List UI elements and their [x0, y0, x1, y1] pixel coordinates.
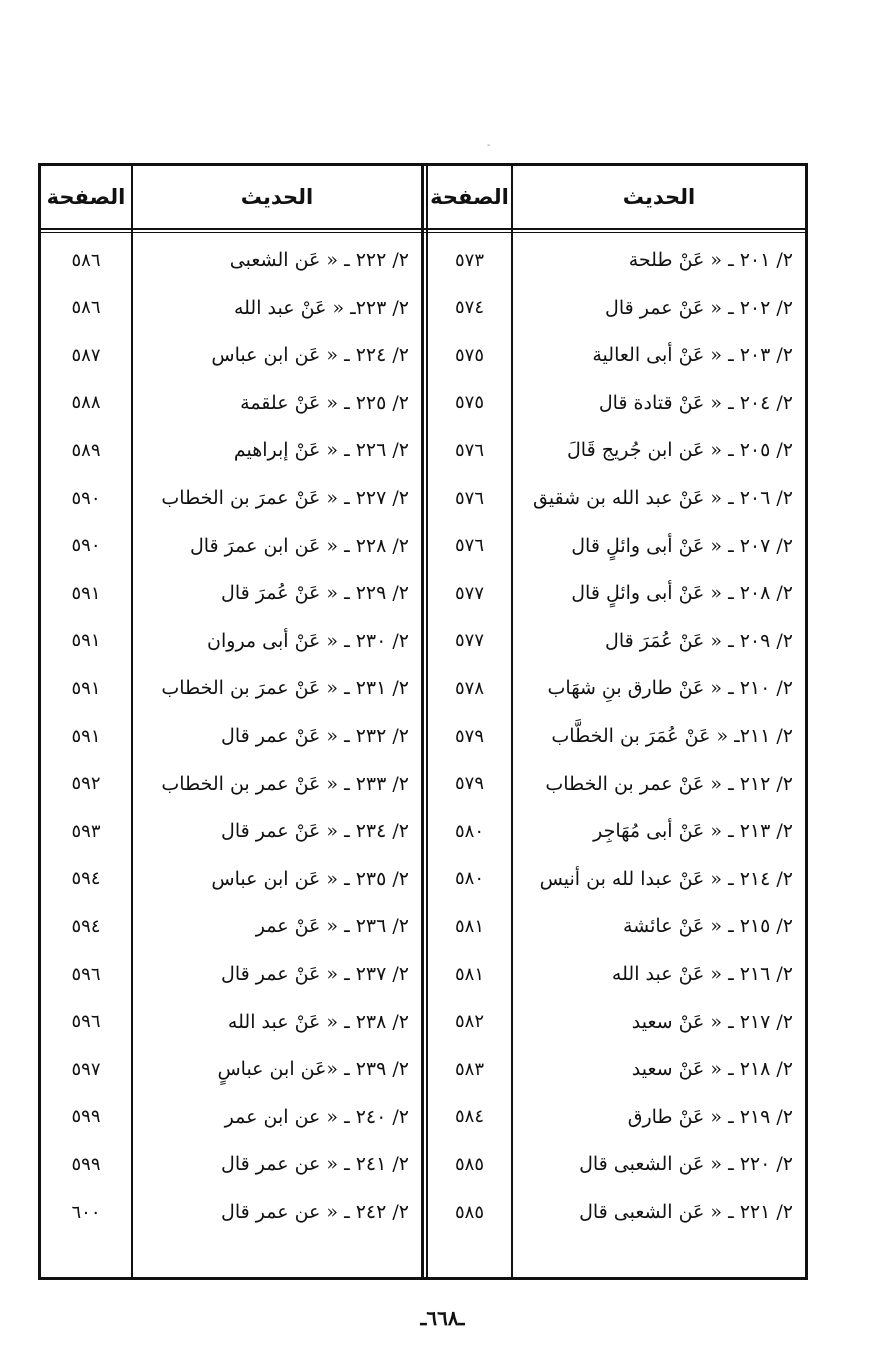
page-number-cell: ٥٨٨: [71, 392, 101, 414]
hadith-cell: ٢/ ٢٠٣ ـ « عَنْ أبى العالية: [592, 344, 793, 367]
index-table: [38, 163, 808, 1280]
header-rule: [41, 232, 805, 233]
page-number-cell: ٥٧٧: [455, 630, 485, 652]
hadith-cell: ٢/ ٢٣٧ ـ « عَنْ عمر قال: [221, 963, 409, 985]
table-row: [41, 426, 805, 474]
page-number-cell: ٥٨٣: [455, 1058, 485, 1080]
hadith-cell: ٢/ ٢٢٤ ـ « عَن ابن عباس: [211, 344, 409, 367]
page-number-cell: ٥٨٠: [455, 820, 485, 842]
page-number-cell: ٥٧٩: [455, 773, 485, 795]
hadith-cell: ٢/ ٢١٩ ـ « عَنْ طارق: [627, 1105, 793, 1128]
hadith-cell: ٢/ ٢٤٠ ـ « عن ابن عمر: [224, 1105, 409, 1128]
table-row: [41, 236, 805, 284]
page-number-cell: ٥٩١: [71, 630, 101, 652]
page-number-cell: ٥٩١: [71, 725, 101, 747]
page-number-cell: ٥٨٥: [455, 1201, 485, 1223]
hadith-cell: ٢/ ٢٢٧ ـ « عَنْ عمرَ بن الخطاب: [161, 487, 409, 509]
hadith-cell: ٢/ ٢٢٦ ـ « عَنْ إبراهيم: [233, 439, 409, 462]
hadith-cell: ٢/ ٢٣٦ ـ « عَنْ عمر: [255, 915, 409, 938]
page-number-cell: ٥٧٩: [455, 725, 485, 747]
page-number-cell: ٥٨٧: [71, 344, 101, 366]
page-number-cell: ٥٨١: [455, 915, 485, 937]
hadith-cell: ٢/ ٢٣٥ ـ « عَن ابن عباس: [211, 867, 409, 890]
hadith-cell: ٢/ ٢١٨ ـ « عَنْ سعيد: [631, 1058, 793, 1081]
page-number-cell: ٥٨٥: [455, 1153, 485, 1175]
table-row: [41, 617, 805, 665]
page-number-cell: ٥٧٣: [455, 249, 485, 271]
table-row: [41, 1045, 805, 1093]
page-number-cell: ٥٧٥: [455, 344, 485, 366]
header-page-left: الصفحة: [46, 185, 126, 209]
table-row: [41, 902, 805, 950]
hadith-cell: ٢/ ٢١٥ ـ « عَنْ عائشة: [623, 915, 793, 938]
hadith-cell: ٢/ ٢٣٣ ـ « عَنْ عمر بن الخطاب: [161, 772, 409, 795]
page-number-cell: ٥٩٣: [71, 820, 101, 842]
hadith-cell: ٢/ ٢٣١ ـ « عَنْ عمرَ بن الخطاب: [161, 677, 409, 700]
hadith-cell: ٢/ ٢٤٢ ـ « عن عمر قال: [221, 1201, 409, 1223]
hadith-cell: ٢/ ٢١٧ ـ « عَنْ سعيد: [631, 1010, 793, 1033]
hadith-cell: ٢/ ٢٠٥ ـ « عَن ابن جُريج قَالَ: [566, 439, 793, 462]
header-rule: [41, 228, 805, 230]
page-number-cell: ٥٩٧: [71, 1058, 101, 1080]
page-number-cell: ٥٧٦: [455, 487, 485, 509]
hadith-cell: ٢/ ٢٠٢ ـ « عَنْ عمر قال: [605, 296, 793, 319]
hadith-cell: ٢/ ٢٣٤ ـ « عَنْ عمر قال: [221, 820, 409, 843]
page-number: ـ٦٦٨ـ: [420, 1306, 465, 1330]
hadith-cell: ٢/ ٢١١ـ « عَنْ عُمَرَ بن الخطَّاب: [551, 725, 793, 747]
hadith-cell: ٢/ ٢٢٥ ـ « عَنْ علقمة: [240, 391, 409, 414]
table-row: [41, 569, 805, 617]
table-row: [41, 474, 805, 522]
page-number-cell: ٥٩٦: [71, 1011, 101, 1033]
hadith-cell: ٢/ ٢٢٨ ـ « عَن ابن عمرَ قال: [189, 534, 409, 557]
page-number-cell: ٥٧٧: [455, 582, 485, 604]
header-hadith-right: الحديث: [622, 185, 696, 209]
hadith-cell: ٢/ ٢٢٣ـ « عَنْ عبد الله: [233, 296, 409, 319]
hadith-cell: ٢/ ٢١٢ ـ « عَنْ عمر بن الخطاب: [545, 772, 793, 795]
hadith-cell: ٢/ ٢١٤ ـ « عَنْ عبدا لله بن أنيس: [539, 867, 793, 890]
table-row: [41, 760, 805, 808]
hadith-cell: ٢/ ٢٣٨ ـ « عَنْ عبد الله: [227, 1010, 409, 1033]
page-number-cell: ٥٩٤: [71, 868, 101, 890]
table-row: [41, 331, 805, 379]
table-row: [41, 664, 805, 712]
page-number-cell: ٥٨٤: [455, 1106, 485, 1128]
hadith-cell: ٢/ ٢١٠ ـ « عَنْ طارق بنِ شهَاب: [547, 677, 793, 700]
hadith-cell: ٢/ ٢٣٢ ـ « عَنْ عمر قال: [221, 725, 409, 747]
hadith-cell: ٢/ ٢٢٢ ـ « عَن الشعبى: [229, 249, 409, 271]
page-number-cell: ٥٩١: [71, 582, 101, 604]
table-row: [41, 522, 805, 570]
table-row: [41, 1188, 805, 1236]
page-number-cell: ٥٨٦: [71, 249, 101, 271]
page-number-cell: ٥٨٩: [71, 439, 101, 461]
page-number-cell: ٥٨١: [455, 963, 485, 985]
hadith-cell: ٢/ ٢٢٠ ـ « عَن الشعبى قال: [579, 1153, 793, 1176]
table-row: [41, 379, 805, 427]
table-row: [41, 1140, 805, 1188]
header-page-right: الصفحة: [430, 185, 509, 209]
table-row: [41, 1093, 805, 1141]
page-number-cell: ٥٧٤: [455, 297, 485, 319]
page-number-cell: ٥٩٩: [71, 1106, 101, 1128]
page-number-cell: ٥٩٦: [71, 963, 101, 985]
hadith-cell: ٢/ ٢١٣ ـ « عَنْ أبى مُهَاجِر: [593, 820, 793, 843]
page-number-cell: ٥٩٢: [71, 773, 101, 795]
hadith-cell: ٢/ ٢٠٧ ـ « عَنْ أبى وائلٍ قال: [571, 534, 793, 557]
table-row: [41, 284, 805, 332]
page-number-cell: ٥٩٠: [71, 487, 101, 509]
hadith-cell: ٢/ ٢٠٩ ـ « عَنْ عُمَرَ قال: [605, 629, 793, 652]
page-number-cell: ٥٩٤: [71, 915, 101, 937]
page-number-cell: ٥٧٨: [455, 677, 485, 699]
page-number-cell: ٥٩١: [71, 677, 101, 699]
table-row: [41, 855, 805, 903]
table-row: [41, 998, 805, 1046]
table-row: [41, 950, 805, 998]
hadith-cell: ٢/ ٢١٦ ـ « عَنْ عبد الله: [611, 963, 793, 985]
page-number-cell: ٦٠٠: [71, 1201, 101, 1223]
hadith-cell: ٢/ ٢٠٦ ـ « عَنْ عبد الله بن شقيق: [532, 487, 793, 509]
hadith-cell: ٢/ ٢٠١ ـ « عَنْ طلحة: [628, 249, 793, 271]
scan-speck: ‐: [487, 140, 491, 151]
page-number-cell: ٥٩٩: [71, 1153, 101, 1175]
page-number-cell: ٥٨٦: [71, 297, 101, 319]
hadith-cell: ٢/ ٢٠٤ ـ « عَنْ قتادة قال: [598, 391, 793, 414]
hadith-cell: ٢/ ٢٣٩ ـ «عَن ابن عباسٍ: [217, 1058, 409, 1081]
page-number-cell: ٥٧٦: [455, 439, 485, 461]
page-number-cell: ٥٨٠: [455, 868, 485, 890]
hadith-cell: ٢/ ٢٢٩ ـ « عَنْ عُمرَ قال: [221, 582, 409, 605]
table-row: [41, 712, 805, 760]
hadith-cell: ٢/ ٢٢١ ـ « عَن الشعبى قال: [579, 1201, 793, 1223]
page-number-cell: ٥٨٢: [455, 1011, 485, 1033]
table-row: [41, 807, 805, 855]
hadith-cell: ٢/ ٢٠٨ ـ « عَنْ أبى وائلٍ قال: [571, 582, 793, 605]
page-number-cell: ٥٧٦: [455, 535, 485, 557]
header-hadith-left: الحديث: [240, 185, 314, 209]
page-number-cell: ٥٩٠: [71, 535, 101, 557]
hadith-cell: ٢/ ٢٣٠ ـ « عَنْ أبى مروان: [207, 629, 409, 652]
page-number-cell: ٥٧٥: [455, 392, 485, 414]
hadith-cell: ٢/ ٢٤١ ـ « عن عمر قال: [221, 1153, 409, 1176]
